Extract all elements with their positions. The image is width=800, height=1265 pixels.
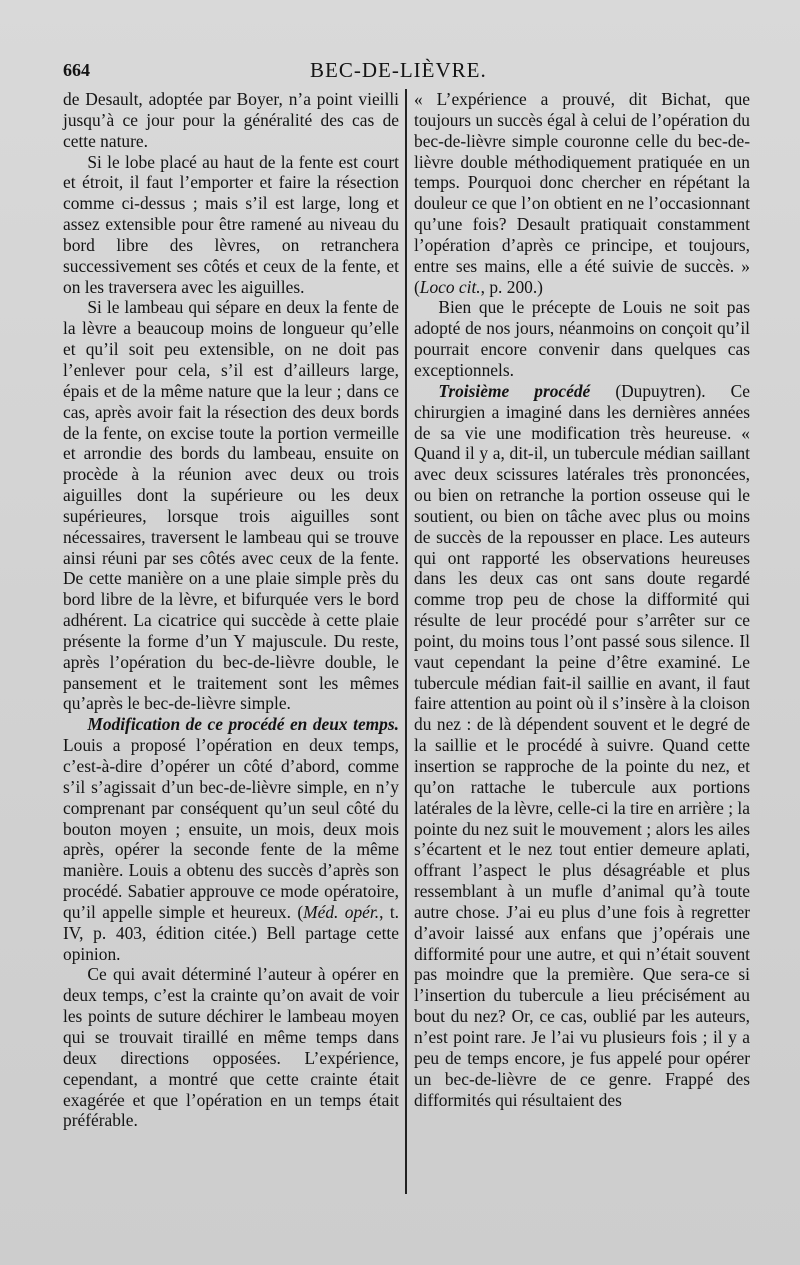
left-column	[63, 89, 399, 1131]
paragraph: Ce qui avait déterminé l’auteur à opérer en deux temps, c’est la crainte qu’on avait de voir les points de suture déchirer le lambeau moyen qui se trouvait tiraillé en même temps dans deux directions opposées. L’expérience, cependant, a montré que cette crainte était exagérée et que l’opération en un temps était préférable.	[63, 964, 399, 1131]
right-column	[414, 89, 750, 1110]
paragraph-text: (Dupuytren). Ce chirurgien a imaginé dans les dernières années de sa vie une modification très heureuse. « Quand il y a, dit-il, un tubercule médian saillant avec deux scissures latérales très prononcées, ou bien on retranche la portion osseuse qui le soutient, ou bien on tâche avec plus ou moins de succès de la repousser en place. Les auteurs qui ont rapporté les observations heureuses dans les deux cas ont sans doute regardé comme trop peu de chose la difformité qui résulte de leur procédé pour s’arrêter sur ce point, du moins tous l’ont passé sous silence. Il vaut cependant la peine d’être examiné. Le tubercule médian fait-il saillie en avant, il faut faire attention au point où il s’insère à la cloison du nez : de là dépendent souvent et le degré de la saillie et le procédé à suivre. Quand cette insertion se rapproche de la pointe du nez, et qu’on rattache le tubercule aux portions latérales de la lèvre, celle-ci la tire en arrière ; la pointe du nez suit le mouvement ; alors les ailes s’écartent et le nez tout entier demeure aplati, offrant l’aspect le plus désagréable et plus ressemblant à un mufle d’animal qu’à toute autre chose. J’ai eu plus d’une fois à regretter d’avoir laissé aux enfans que j’opérais une difformité pour une autre, et qui n’était souvent pas moindre que la première. Que sera-ce si l’insertion du tubercule a lieu précisément au bout du nez? Or, ce cas, oublié par les auteurs, n’est point rare. Je l’ai vu plusieurs fois ; il y a peu de temps encore, je fus appelé pour opérer un bec-de-lièvre de ce genre. Frappé des difformités qui résultaient des	[414, 380, 750, 1110]
paragraph: de Desault, adoptée par Boyer, n’a point vieilli jusqu’à ce jour pour la généralité des cas de cette nature.	[63, 89, 399, 151]
paragraph	[63, 714, 399, 964]
page-number: 664	[63, 60, 90, 80]
paragraph: Bien que le précepte de Louis ne soit pas adopté de nos jours, néanmoins on conçoit qu’il pourrait encore convenir dans quelques cas exceptionnels.	[414, 297, 750, 380]
citation: Méd. opér.	[303, 901, 380, 922]
section-heading: Modification de ce procédé en deux temps.	[87, 714, 399, 735]
section-heading: Troisième procédé	[438, 380, 591, 401]
column-rule	[405, 89, 407, 1194]
paragraph	[414, 381, 750, 1111]
page-header	[63, 58, 757, 86]
paragraph-text: Louis a proposé l’opération en deux temps, c’est-à-dire d’opérer un côté d’abord, comme s’il s’agissait d’un bec-de-lièvre simple, en n’y comprenant par conséquent qu’un seul côté du bouton moyen ; ensuite, un mois, deux mois après, opérer la seconde fente de la même manière. Louis a obtenu des succès d’après son procédé. Sabatier approuve ce mode opératoire, qu’il appelle simple et heureux. (	[63, 735, 399, 922]
paragraph: Si le lobe placé au haut de la fente est court et étroit, il faut l’emporter et faire la résection comme ci-dessus ; mais s’il est large, long et assez extensible pour être ramené au niveau du bord libre des lèvres, on retranchera successivement ses côtés et ceux de la fente, et on les traversera avec les aiguilles.	[63, 151, 399, 297]
paragraph	[414, 89, 750, 297]
citation: Loco cit.	[419, 276, 481, 297]
quotation: « L’expérience a prouvé, dit Bichat, que toujours un succès égal à celui de l’opération du bec-de-lièvre simple couronne celle du bec-de-lièvre double méthodiquement pratiquée en un temps. Pourquoi donc chercher en répétant la douleur ce que l’on obtient en ne l’occasionnant qu’une fois? Desault pratiquait constamment l’opération d’après ce principe, et toujours, entre ses mains, elle a été suivie de succès. » (	[414, 89, 750, 297]
running-title: BEC-DE-LIÈVRE.	[310, 58, 487, 82]
paragraph-text: , p. 200.)	[480, 276, 543, 297]
paragraph-text: , t. IV, p. 403, édition citée.) Bell partage cette opinion.	[63, 901, 400, 964]
paragraph: Si le lambeau qui sépare en deux la fente de la lèvre a beaucoup moins de longueur qu’elle et qu’il soit peu extensible, on ne doit pas l’enlever pour cela, s’il est d’ailleurs large, épais et de la même nature que la leur ; dans ce cas, après avoir fait la résection des deux bords de la fente, on excise toute la portion vermeille et arrondie des bords du lambeau, ensuite on procède à la réunion avec deux ou trois aiguilles dont la supérieure ou les deux supérieures, lorsque trois aiguilles sont nécessaires, traversent le lambeau qui se trouve ainsi réuni par ses côtés avec ceux de la fente. De cette manière on a une plaie simple près du bord libre de la lèvre, et bifurquée vers le bord adhérent. La cicatrice qui succède à cette plaie présente la forme d’un Y majuscule. Du reste, après l’opération du bec-de-lièvre double, le pansement et le traitement sont les mêmes qu’après le bec-de-lièvre simple.	[63, 297, 399, 714]
